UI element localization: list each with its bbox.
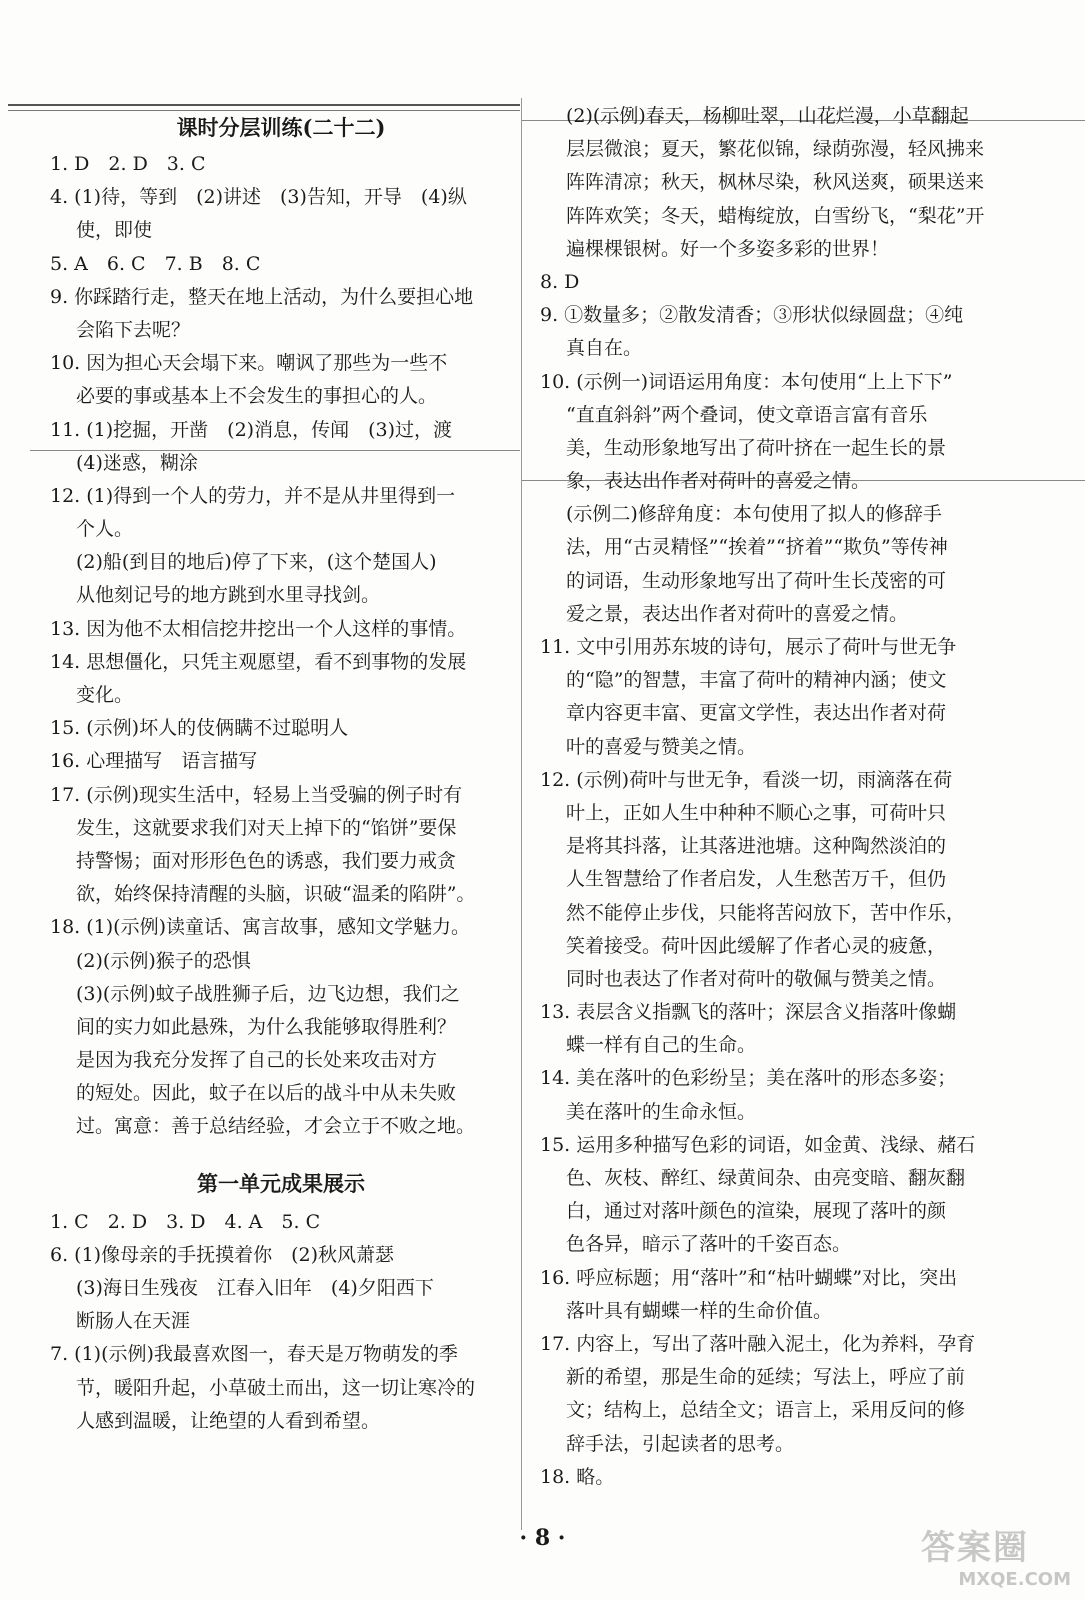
answer-line: 12. (1)得到一个人的劳力，并不是从井里得到一 <box>50 484 456 507</box>
answer-line: 变化。 <box>76 684 134 706</box>
answer-line: 层层微浪；夏天，繁花似锦，绿荫弥漫，轻风拂来 <box>566 138 985 161</box>
answer-line: 阵阵清凉；秋天，枫林尽染，秋风送爽，硕果送来 <box>566 171 985 194</box>
left-answers-block-2 <box>50 1206 512 1438</box>
answer-line: 会陷下去呢？ <box>76 318 191 341</box>
answer-line: 18. (1)(示例)读童话、寓言故事，感知文学魅力。 <box>50 916 470 939</box>
answer-line: 4. (1)待，等到 (2)讲述 (3)告知，开导 (4)纵 <box>50 186 467 209</box>
answer-line: 的短处。因此，蚊子在以后的战斗中从未失败 <box>76 1082 457 1105</box>
answer-line: 18. 略。 <box>540 1465 615 1488</box>
left-column <box>50 108 512 1438</box>
answer-line: (2)(示例)春天，杨柳吐翠，山花烂漫，小草翻起 <box>566 105 969 127</box>
answer-line: 色各异，暗示了落叶的千姿百态。 <box>566 1233 852 1256</box>
answer-line: 的词语，生动形象地写出了荷叶生长茂密的可 <box>566 569 947 592</box>
answer-line: 9. ①数量多；②散发清香；③形状似绿圆盘；④纯 <box>540 304 964 327</box>
answer-line: 12. (示例)荷叶与世无争，看淡一切，雨滴落在荷 <box>540 768 953 791</box>
answer-line: 间的实力如此悬殊，为什么我能够取得胜利？ <box>76 1015 457 1038</box>
answer-line: “直直斜斜”两个叠词，使文章语言富有音乐 <box>566 403 928 426</box>
answer-line: 14. 美在落叶的色彩纷呈；美在落叶的形态多姿； <box>540 1067 957 1090</box>
answer-line: 色、灰枝、醉红、绿黄间杂、由亮变暗、翻灰翻 <box>566 1167 966 1189</box>
answer-line: 美，生动形象地写出了荷叶挤在一起生长的景 <box>566 436 947 459</box>
answer-line: 17. 内容上，写出了落叶融入泥土，化为养料，孕育 <box>540 1332 976 1355</box>
answer-line: 9. 你踩踏行走，整天在地上活动，为什么要担心地 <box>50 285 474 308</box>
answer-line: 个人。 <box>76 518 134 541</box>
right-answers-block <box>540 100 1018 1494</box>
answer-line: 同时也表达了作者对荷叶的敬佩与赞美之情。 <box>566 967 947 990</box>
answer-line: 人感到温暖，让绝望的人看到希望。 <box>76 1409 381 1432</box>
answer-line: 是将其抖落，让其落进池塘。这种陶然淡泊的 <box>566 835 947 858</box>
answer-line: 15. (示例)坏人的伎俩瞒不过聪明人 <box>50 717 349 740</box>
answer-line: 法，用“古灵精怪”“挨着”“挤着”“欺负”等传神 <box>566 536 948 559</box>
answer-line: 使，即使 <box>76 219 153 242</box>
answer-line: 发生，这就要求我们对天上掉下的“馅饼”要保 <box>76 816 457 839</box>
answer-line: 17. (示例)现实生活中，轻易上当受骗的例子时有 <box>50 783 463 806</box>
answer-line: 断肠人在天涯 <box>76 1310 191 1333</box>
top-rule <box>8 104 520 106</box>
answer-line: 真自在。 <box>566 337 643 360</box>
answer-line: 遍棵棵银树。好一个多姿多彩的世界！ <box>566 237 890 260</box>
column-divider <box>521 98 522 1530</box>
answer-line: 5. A 6. C 7. B 8. C <box>50 252 261 275</box>
left-answers-block-1 <box>50 148 512 1144</box>
answer-line: 笑着接受。荷叶因此缓解了作者心灵的疲惫， <box>566 934 947 957</box>
watermark-url: MXQE.COM <box>958 1569 1071 1590</box>
answer-line: 11. (1)挖掘，开凿 (2)消息，传闻 (3)过，渡 <box>50 418 452 441</box>
answer-line: 必要的事或基本上不会发生的事担心的人。 <box>76 385 438 408</box>
answer-line: (示例二)修辞角度：本句使用了拟人的修辞手 <box>566 503 942 526</box>
answer-line: (2)船(到目的地后)停了下来，(这个楚国人) <box>76 551 437 574</box>
answer-line: 10. 因为担心天会塌下来。嘲讽了那些为一些不 <box>50 352 448 375</box>
right-column <box>540 100 1018 1494</box>
answer-line: 过。寓意：善于总结经验，才会立于不败之地。 <box>76 1115 476 1138</box>
answer-line: 持警惕；面对形形色色的诱惑，我们要力戒贪 <box>76 849 457 872</box>
answer-line: 6. (1)像母亲的手抚摸着你 (2)秋风萧瑟 <box>50 1243 394 1266</box>
answer-line: 辞手法，引起读者的思考。 <box>566 1432 795 1455</box>
answer-line: 11. 文中引用苏东坡的诗句，展示了荷叶与世无争 <box>540 636 957 658</box>
answer-line: 7. (1)(示例)我最喜欢图一，春天是万物萌发的季 <box>50 1343 458 1366</box>
answer-line: 爱之景，表达出作者对荷叶的喜爱之情。 <box>566 602 909 625</box>
answer-line: 文；结构上，总结全文；语言上，采用反问的修 <box>566 1399 966 1422</box>
answer-line: 8. D <box>540 270 580 293</box>
answer-line: (2)(示例)猴子的恐惧 <box>76 949 251 972</box>
answer-line: 从他刻记号的地方跳到水里寻找剑。 <box>76 584 381 607</box>
answer-line: 象，表达出作者对荷叶的喜爱之情。 <box>566 470 871 493</box>
answer-line: 14. 思想僵化，只凭主观愿望，看不到事物的发展 <box>50 650 467 673</box>
answer-line: 叶的喜爱与赞美之情。 <box>566 735 757 758</box>
answer-line: 的“隐”的智慧，丰富了荷叶的精神内涵；使文 <box>566 669 947 692</box>
answer-line: 美在落叶的生命永恒。 <box>566 1100 757 1123</box>
answer-line: 13. 表层含义指飘飞的落叶；深层含义指落叶像蝴 <box>540 1001 957 1024</box>
answer-line: 欲，始终保持清醒的头脑，识破“温柔的陷阱”。 <box>76 883 476 906</box>
answer-line: 16. 呼应标题；用“落叶”和“枯叶蝴蝶”对比，突出 <box>540 1266 958 1289</box>
answer-line: 蝶一样有自己的生命。 <box>566 1034 757 1057</box>
answer-line: 16. 心理描写 语言描写 <box>50 750 258 773</box>
answer-line: 落叶具有蝴蝶一样的生命价值。 <box>566 1299 833 1322</box>
answer-line: 新的希望，那是生命的延续；写法上，呼应了前 <box>566 1366 966 1389</box>
answer-line: 然不能停止步伐，只能将苦闷放下，苦中作乐， <box>566 901 966 924</box>
answer-line: 节，暖阳升起，小草破土而出，这一切让寒冷的 <box>76 1376 476 1399</box>
watermark-title: 答案圈 <box>921 1528 1029 1568</box>
answer-line: 章内容更丰富、更富文学性，表达出作者对荷 <box>566 702 947 725</box>
answer-line: 是因为我充分发挥了自己的长处来攻击对方 <box>76 1049 438 1072</box>
answer-line: 15. 运用多种描写色彩的词语，如金黄、浅绿、赭石 <box>540 1133 976 1156</box>
answer-line: 人生智慧给了作者启发，人生愁苦万千，但仍 <box>566 868 947 891</box>
answer-line: 10. (示例一)词语运用角度：本句使用“上上下下” <box>540 370 953 393</box>
section-heading-unit-1: 第一单元成果展示 <box>197 1170 365 1196</box>
answer-line: 1. C 2. D 3. D 4. A 5. C <box>50 1210 321 1233</box>
answer-line: (3)(示例)蚊子战胜狮子后，边飞边想，我们之 <box>76 982 460 1005</box>
answer-line: 白，通过对落叶颜色的渲染，展现了落叶的颜 <box>566 1200 947 1223</box>
answer-line: 阵阵欢笑；冬天，蜡梅绽放，白雪纷飞，“梨花”开 <box>566 204 985 227</box>
answer-line: (4)迷惑，糊涂 <box>76 451 198 474</box>
watermark-logo <box>921 1520 1071 1594</box>
answer-line: 叶上，正如人生中种种不顺心之事，可荷叶只 <box>566 801 947 824</box>
answer-line: 1. D 2. D 3. C <box>50 153 206 175</box>
section-heading-lesson-22: 课时分层训练(二十二) <box>176 115 386 140</box>
page-number: · 8 · <box>519 1525 566 1551</box>
answer-line: 13. 因为他不太相信挖井挖出一个人这样的事情。 <box>50 617 467 640</box>
answer-line: (3)海日生残夜 江春入旧年 (4)夕阳西下 <box>76 1277 434 1299</box>
